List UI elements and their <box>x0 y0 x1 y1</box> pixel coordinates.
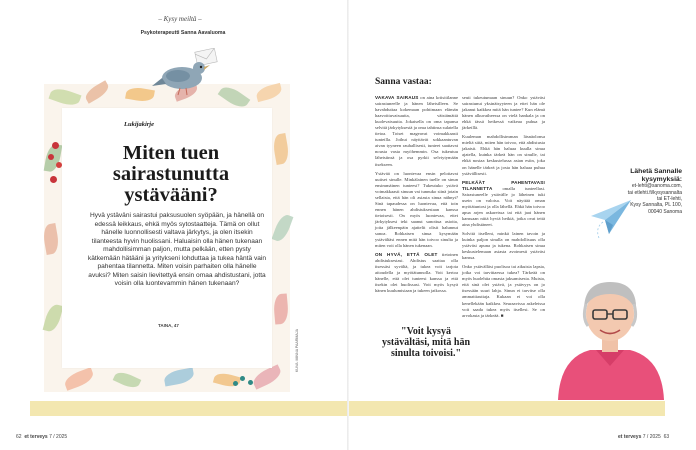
paragraph: PELKÄÄT PAHENTAVASI TILANNETTA omalla tunteellasi. Sairastuneelle ystävälle jo läheinen tuki usein on valoisa. Voit näyttää oman myötätuntosi ja olla lähellä. Ehkä hän toivoo apua arjen askareissa tai että jaat hänen kanssaan niitä hyviä hetkiä, jotka ovat teitä aina yhdistäneet. <box>462 179 545 227</box>
section-kicker: – Kysy meiltä – <box>158 15 202 23</box>
answer-heading: Sanna vastaa: <box>375 77 432 87</box>
footer-band-left <box>30 401 347 416</box>
letter-tag: Lukijakirje <box>124 121 154 128</box>
send-title-1: Lähetä Sannalle <box>630 168 682 175</box>
page-number-left: 62 <box>16 434 22 440</box>
send-web[interactable]: tai etlehti.fi/kysysannalta <box>627 189 682 196</box>
paper-plane-icon <box>589 198 633 240</box>
letter-title: Miten tuen sairastunutta ystävääni? <box>112 142 230 206</box>
magazine-name-right: et terveys <box>618 434 642 440</box>
letter-body: Hyvä ystäväni sairastui paksusuolen syöpään, ja hänellä on edessä leikkaus, ehkä myös sytostaatteja. Tämä on ollut hänelle luonnollisesti valtava järkytys, ja olen itsekin tilanteesta hyvin huolissani. Haluaisin olla hänen tukenaan mahdollisimman paljon, mutta pelkään, etten pysty kätkemään hätääni ja yritykseni lohduttaa ja tukea häntä vain pahentaa tilannetta. Miten voisin parhaiten olla hänelle avuksi? Miten saisin lievitettyä ensin omaa ahdistustani, jotta voisin olla luontevammin hänen tukenaan? <box>87 212 267 287</box>
send-line-5: 00040 Sanoma <box>648 208 682 215</box>
footer-band-right <box>349 401 665 416</box>
paragraph: ON HYVÄ, ETTÄ OLET tietoinen ahdistuksestasi. Ahdistus saattaa olla itsessäsi syvältä, ja tukea voit tarjota aitoudella ja myötätunnolla. Voit kertoa hänelle, että olet tunteesi kanssa ja että itsekin olet huolissasi. Voit myös kysyä hänen kuulumisiaan ja tukeen jatkossa. <box>375 252 458 294</box>
folio-right <box>618 434 669 440</box>
paragraph: Solvitä itselleni, minkä lainen tavoin ja kuinka paljon sinulla on mahdollisuus olla ystäväsi apuna ja tukena. Rohkaisen sinua keskustelemaan asiasta avoimesti ystäväsi kanssa. <box>462 230 545 261</box>
send-line-4: Kysy Sannalta, PL 100, <box>630 202 682 209</box>
page-gutter <box>347 0 349 450</box>
columnist-byline: Psykoterapeutti Sanna Aavaluoma <box>140 30 226 36</box>
paragraph: VAKAVA SAIRAUS on aina kriisitilanne sairastuneelle ja hänen läheisilleen. Se havahduttaa kokemaan pohtimaan elämän haavoittuvaisuutta, väistämättä kuolevaisuutta. Jokaisella on oma tapansa selvitä järkytyksestä ja oma tahtinsa sulatella tietoa. Toiset mageavat voimakkaasti tunteilla. Joihut näyttävät sokkaantuvan aivan tyyneen rauhallisesti, tunteet saattavat nousta vasta myöhemmin. Osa tukeutuu läheisiinsä ja osa pyrkii selviytymään itsekseen. <box>375 95 458 167</box>
pull-quote: "Voit kysyä ystävältäsi, mitä hän sinulta toivoisi." <box>381 326 471 359</box>
paragraph: Kuuleman mahdollisimman läsnäolonsa mieltä siitä, miten hän toivoo, että ahdistusta jakaisit. Ehkä hän haluaa kuulla sinua ajatella, kuinka tärkeä hän on sinulle, tai ehkä nostaa keskustelussa asian esiin, joka on hänelle tärkeä ja josta hän haluaa puhua ystävällisesti. <box>462 134 545 176</box>
answer-column-2 <box>462 95 545 322</box>
photo-credit: KUVA: MINNA PAARMAJA <box>295 329 299 372</box>
send-line-3: tai ET-lehti, <box>656 196 682 202</box>
page-number-right: 63 <box>663 434 670 440</box>
paragraph: seuti tukeutumaan sinuun? Onko ystäväsi sairastunut yksinäisyyteen ja ettei hän ole jakanut kaikkea mitä hän tuntee? Kun elämä hänen alkuvaiheessa on vielä hankala ja on ehkä tässä hetkessä vaikeaa puhua ja järkeillä. <box>462 95 545 131</box>
portrait-photo <box>550 270 670 400</box>
paragraph: Ystävää on luontevaa ensin pelottavat uutiset sinulle. Minkälainen tuelle on sinun ensimmäinen tunteesi? Tukeutuko ystävä voimakkaasti sinuun vai tunnuko siinä jotain sellaista, että hän oli asiasta sinua nähnyt? Sinä tapaudessa on luontevaa, että toin ennen hänen ahdistuksestaan kanssa tietoisesti. On myös luontevaa, ettet järkytyksesi teki saanut sanottua asioita, joita jälkeenpäin ajattelit olisit halunnut sanoa. Rohkaisen sinua kysymään ystävältäsi ennen mitä hän toivoo sinulta ja miten voit olla hänen tukenaan. <box>375 170 458 249</box>
answer-column-1 <box>375 95 458 298</box>
folio-left <box>16 434 67 440</box>
letter-signature: TAINA, 47 <box>158 323 179 328</box>
send-title-2: kysymyksiä: <box>641 175 682 183</box>
pigeon-illustration <box>152 48 224 96</box>
magazine-name-left: et terveys <box>24 434 48 440</box>
issue-left: 7 / 2025 <box>49 434 68 440</box>
paragraph: Onko ystävälläsi puolisoa tai aikuisia lapsia, jotka voi tarvittaessa tukea? Tärkeää on myös huolehtia omasta jaksamisesta. Muista, että sinä olet ystävä, ja ystävyys on jo itsessään suuri lahja. Sinun ei tarvitse olla ammattiauttaja. Kukaan ei voi olla kenellekään kaikkea. Seuraavissa askeleissa voit saada tukea myös itsellesi. Se on arvokasta ja tärkeää. ■ <box>462 264 545 318</box>
issue-right: 7 / 2025 <box>642 434 661 440</box>
send-email[interactable]: et-lehti@sanoma.com, <box>631 183 682 190</box>
